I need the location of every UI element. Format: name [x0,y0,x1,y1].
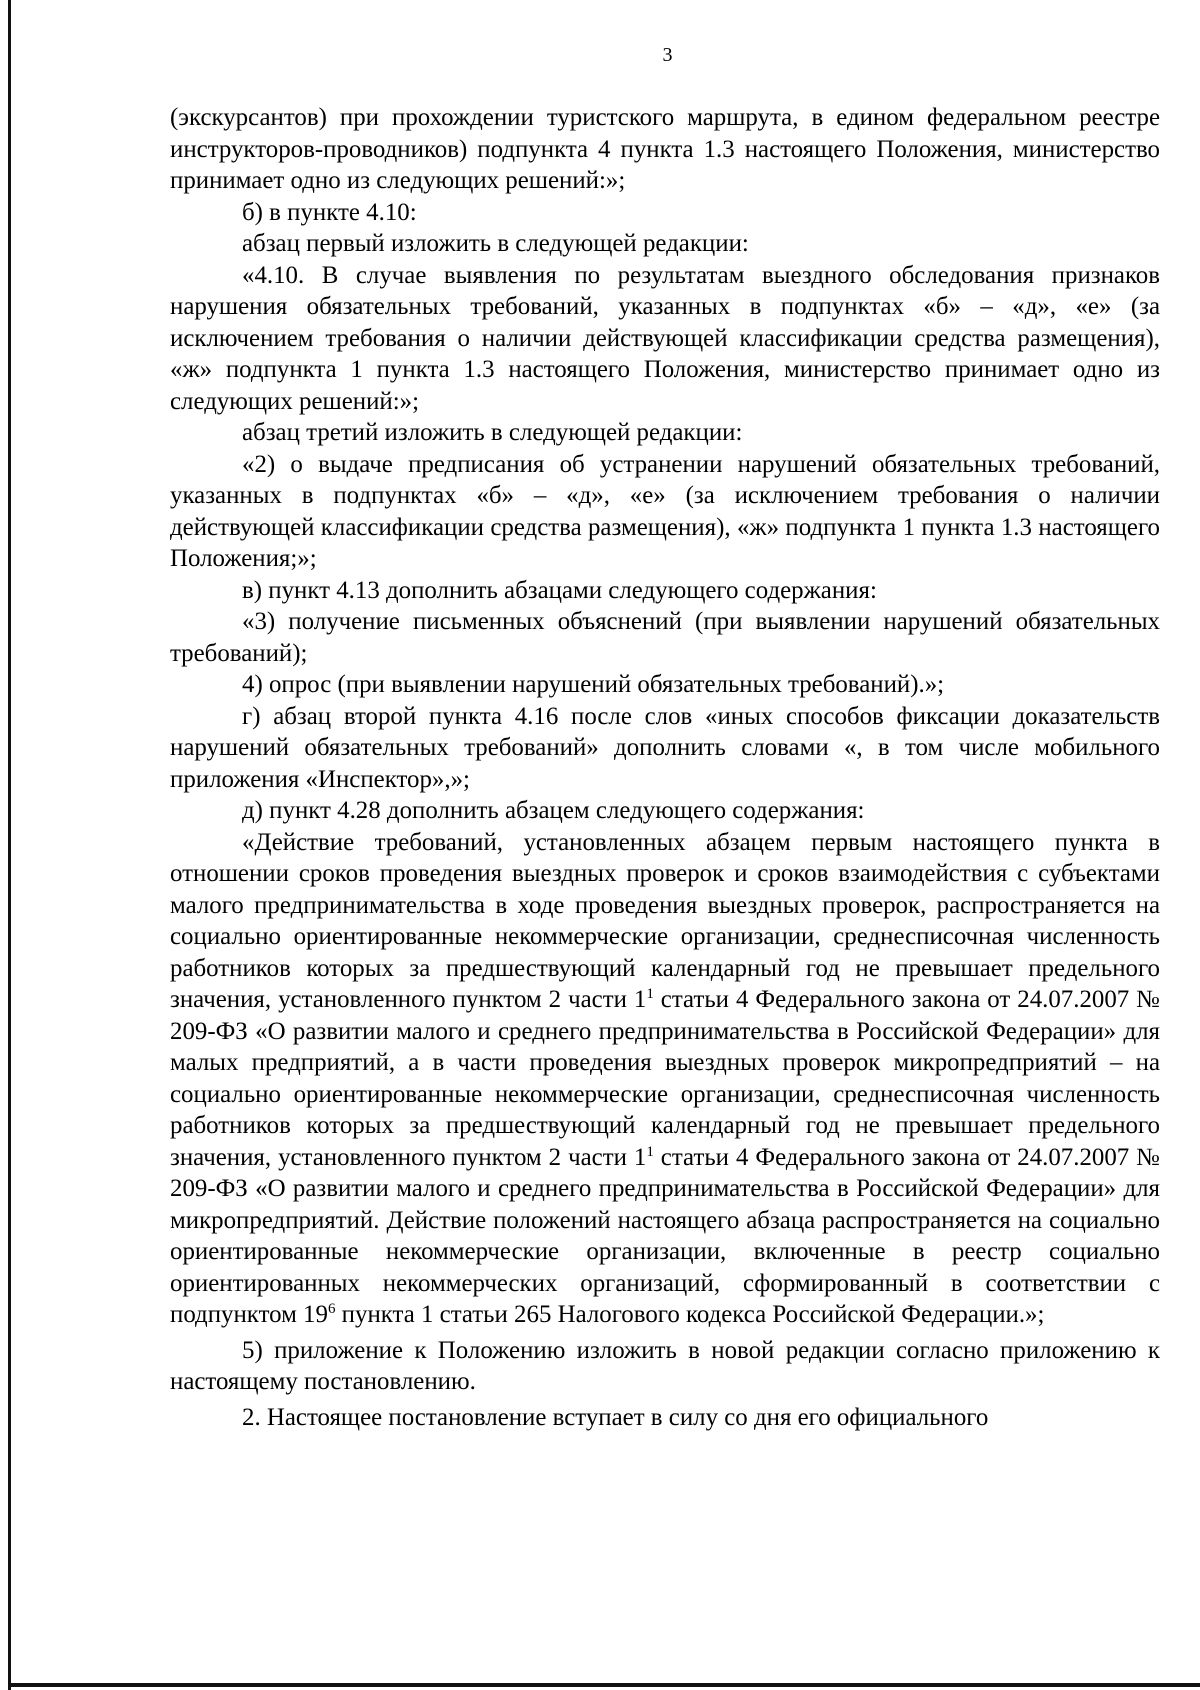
paragraph-first-abzac: абзац первый изложить в следующей редакции: [242,230,749,257]
paragraph-item-2: «2) о выдаче предписания об устранении нарушений обязательных требований, указанных в подпунктах «б» – «д», «е» (за исключением требования о наличии действующей классификации средства размещения), «ж» подпункта 1 пункта 1.3 настоящего Положения;»; [170,450,1160,572]
superscript: 1 [646,986,654,1002]
scan-border-left [8,0,11,1690]
paragraph-third-abzac: абзац третий изложить в следующей редакции: [242,419,743,446]
paragraph-4-10: «4.10. В случае выявления по результатам выездного обследования признаков нарушения обязательных требований, указанных в подпунктах «б» – «д», «е» (за исключением требования о наличии действующей классификации средства размещения), «ж» подпункта 1 пункта 1.3 настоящего Положения, министерство принимает одно из следующих решений:»; [170,261,1160,415]
text-segment: статьи 4 Федерального закона от 24.07.2007 № 209-ФЗ «О развитии малого и среднего предпринимательства в Российской Федерации» для малых предприятий, а в части проведения выездных проверок микропредприятий – на социально ориентированные некоммерческие организации, среднесписочная численность работников которых за предшествующий календарный год не превышает предельного значения, установленного пунктом 2 части 1 [170,986,1160,1171]
paragraph-item-5: 5) приложение к Положению изложить в новой редакции согласно приложению к настоящему постановлению. [170,1336,1160,1395]
paragraph-item-4: 4) опрос (при выявлении нарушений обязательных требований).»; [242,671,945,698]
text-segment: пункта 1 статьи 265 Налогового кодекса Российской Федерации.»; [335,1301,1045,1328]
document-body [170,102,1160,1433]
text-segment: статьи 4 Федерального закона от 24.07.2007 № 209-ФЗ «О развитии малого и среднего предпринимательства в Российской Федерации» для микропредприятий. Действие положений настоящего абзаца распространяется на социально ориентированные некоммерческие организации, включенные в реестр социально ориентированных некоммерческих организаций, сформированный в соответствии с подпунктом 19 [170,1143,1160,1328]
superscript: 6 [327,1301,336,1317]
paragraph-item-g: г) абзац второй пункта 4.16 после слов «иных способов фиксации доказательств нарушений обязательных требований» дополнить словами «, в том числе мобильного приложения «Инспектор»,»; [170,702,1160,793]
superscript: 1 [646,1143,654,1160]
paragraph-item-3: «3) получение письменных объяснений (при выявлении нарушений обязательных требований); [170,608,1160,667]
text-segment: «Действие требований, установленных абзацем первым настоящего пункта в отношении сроков проведения выездных проверок и сроков взаимодействия с субъектами малого предпринимательства в ходе проведения выездных проверок, распространяется на социально ориентированные некоммерческие организации, среднесписочная численность работников которых за предшествующий календарный год не превышает предельного значения, установленного пунктом 2 части 1 [170,828,1160,1013]
paragraph-item-2-effective: 2. Настоящее постановление вступает в силу со дня его официального [242,1403,989,1431]
page-number: 3 [662,44,673,66]
paragraph-action-requirements [170,827,1160,1331]
paragraph-item-b: б) в пункте 4.10: [242,198,417,226]
paragraph-item-v: в) пункт 4.13 дополнить абзацами следующего содержания: [242,576,877,604]
paragraph-continuation: (экскурсантов) при прохождении туристского маршрута, в едином федеральном реестре инструкторов-проводников) подпункта 4 пункта 1.3 настоящего Положения, министерство принимает одно из следующих решений:»; [170,104,1160,194]
paragraph-item-d: д) пункт 4.28 дополнить абзацем следующего содержания: [242,797,865,824]
scan-border-bottom [8,1683,1200,1687]
